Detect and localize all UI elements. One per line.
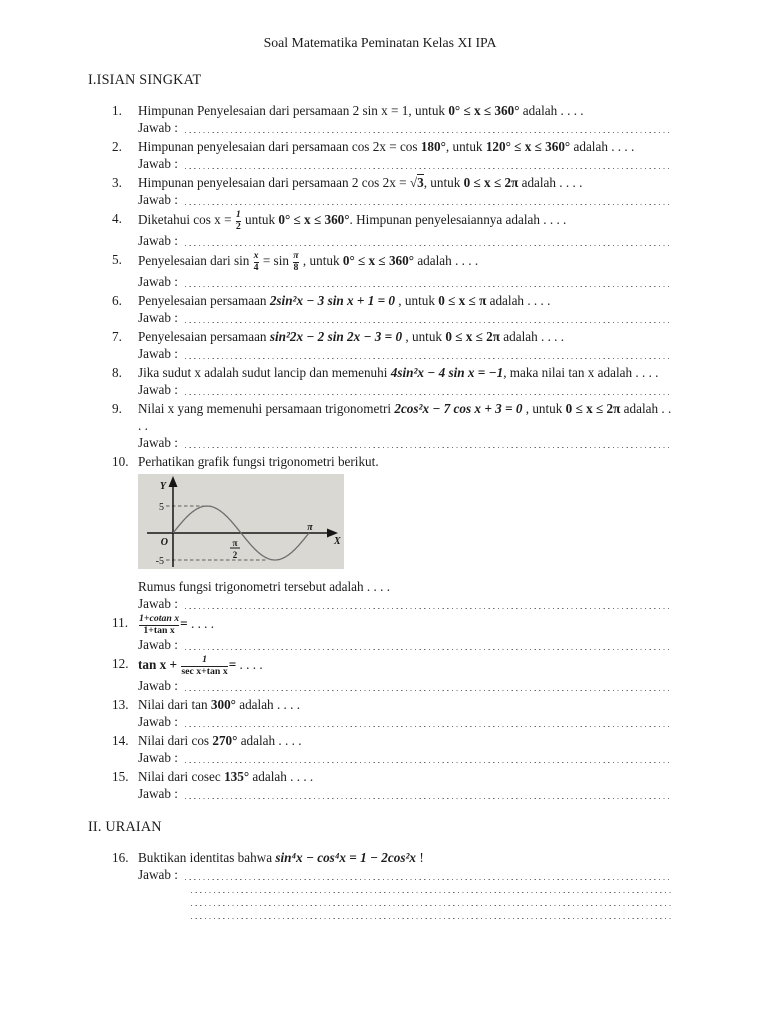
jawab-label: Jawab :	[138, 156, 178, 171]
math-segment: 180°	[420, 139, 446, 154]
jawab-label: Jawab :	[138, 382, 178, 397]
fraction	[138, 614, 180, 636]
question-number: 5.	[112, 252, 122, 267]
answer-dots-line	[185, 789, 672, 802]
answer-dots-line	[185, 870, 672, 883]
fraction-numerator: 1	[235, 209, 241, 220]
question-15	[112, 768, 672, 802]
text-segment: , untuk	[522, 401, 566, 416]
question-text	[138, 655, 672, 677]
text-segment: Penyelesaian dari sin	[138, 253, 253, 269]
fraction	[253, 251, 260, 273]
text-segment: adalah . . . .	[519, 103, 584, 118]
math-segment: 0° ≤ x ≤ 360°	[278, 212, 350, 228]
question-text	[138, 768, 672, 785]
text-segment: Nilai x yang memenuhi persamaan trigonometri	[138, 401, 395, 416]
answer-dots-line	[185, 313, 672, 326]
question-list-uraian	[88, 849, 672, 922]
jawab-label: Jawab :	[138, 786, 178, 801]
question-9	[112, 400, 672, 451]
math-segment: 135°	[224, 769, 250, 784]
question-text	[138, 849, 672, 866]
text-segment: Himpunan penyelesaian dari persamaan 2 cos 2x =	[138, 175, 410, 190]
text-segment: adalah . . . .	[486, 293, 551, 308]
fraction-denominator: 4	[253, 261, 259, 273]
question-body	[138, 174, 672, 208]
jawab-line	[138, 191, 672, 208]
question-number: 10.	[112, 454, 129, 469]
question-number: 15.	[112, 769, 129, 784]
fraction-denominator: 2	[235, 220, 241, 232]
question-body	[138, 364, 672, 398]
square-root: √3	[409, 175, 424, 190]
text-segment: Nilai dari cos	[138, 733, 213, 748]
question-number: 1.	[112, 103, 122, 118]
square-root-argument: 3	[417, 175, 424, 190]
fraction	[292, 251, 299, 273]
fraction-numerator: 1	[202, 654, 207, 665]
question-10	[112, 453, 672, 612]
text-segment: Nilai dari cosec	[138, 769, 225, 784]
text-segment: Nilai dari tan	[138, 697, 211, 712]
question-text	[138, 364, 672, 381]
jawab-label: Jawab :	[138, 274, 178, 289]
text-segment: adalah . . . .	[518, 175, 583, 190]
answer-dots-line	[185, 717, 672, 730]
answer-dots-line	[185, 681, 672, 694]
text-segment: , maka nilai tan x adalah . . . .	[503, 365, 659, 380]
question-text	[138, 696, 672, 713]
fraction-denominator: sec x+tan x	[181, 665, 228, 677]
question-body	[138, 849, 672, 922]
text-segment: . . . .	[239, 657, 263, 673]
question-7	[112, 328, 672, 362]
answer-dots-line	[185, 195, 672, 208]
math-segment: =	[180, 616, 191, 632]
jawab-line	[138, 909, 672, 922]
page-title: Soal Matematika Peminatan Kelas XI IPA	[263, 35, 497, 50]
jawab-label: Jawab :	[138, 120, 178, 135]
text-segment: , untuk	[402, 329, 446, 344]
jawab-line	[138, 232, 672, 249]
question-body	[138, 453, 672, 612]
text-segment: Penyelesaian persamaan	[138, 293, 270, 308]
question-12	[112, 655, 672, 694]
jawab-label: Jawab :	[138, 435, 178, 450]
fraction-numerator: 1+cotan x	[139, 613, 180, 624]
text-segment: Diketahui cos x =	[138, 212, 235, 228]
jawab-line	[138, 345, 672, 362]
fraction-denominator: 1+tan x	[139, 625, 179, 637]
answer-dots-line	[185, 236, 672, 249]
question-text	[138, 138, 672, 155]
question-4	[112, 210, 672, 249]
text-segment: Rumus fungsi trigonometri tersebut adalah . . . .	[138, 579, 390, 594]
math-segment: 2sin²x − 3 sin x + 1 = 0	[269, 293, 395, 308]
question-body	[138, 696, 672, 730]
question-1	[112, 102, 672, 136]
math-segment: sin⁴x − cos⁴x = 1 − 2cos²x	[275, 850, 417, 865]
math-segment: 270°	[212, 733, 238, 748]
question-number: 14.	[112, 733, 129, 748]
question-3	[112, 174, 672, 208]
jawab-line	[138, 273, 672, 290]
jawab-line	[138, 883, 672, 896]
xtick-pi-over-2-den: 2	[232, 550, 238, 560]
text-segment: Penyelesaian persamaan	[138, 329, 270, 344]
jawab-line	[138, 381, 672, 398]
section-2-heading: II. URAIAN	[88, 819, 162, 835]
answer-dots-line	[185, 349, 672, 362]
question-body	[138, 328, 672, 362]
question-number: 4.	[112, 211, 122, 226]
jawab-line	[138, 713, 672, 730]
text-segment: adalah . . . .	[499, 329, 565, 344]
question-body	[138, 768, 672, 802]
answer-dots-line	[191, 909, 672, 922]
text-segment: adalah . . . .	[235, 697, 301, 712]
math-segment: sin²2x − 2 sin 2x − 3 = 0	[269, 329, 403, 344]
jawab-line	[138, 155, 672, 172]
section-1-heading: I.ISIAN SINGKAT	[88, 72, 202, 88]
question-text	[138, 328, 672, 345]
jawab-line	[138, 785, 672, 802]
fraction	[235, 210, 242, 232]
jawab-label: Jawab :	[138, 346, 178, 361]
question-body	[138, 210, 672, 249]
question-number: 16.	[112, 850, 129, 865]
text-segment: , untuk	[395, 293, 439, 308]
question-body	[138, 655, 672, 694]
jawab-line	[138, 749, 672, 766]
question-text	[138, 453, 672, 470]
question-text	[138, 732, 672, 749]
math-segment: tan x +	[138, 657, 181, 673]
fraction	[180, 655, 228, 677]
question-body	[138, 102, 672, 136]
math-segment: 0 ≤ x ≤ 2π	[463, 175, 519, 190]
text-segment: . Himpunan penyelesaiannya adalah . . . .	[349, 212, 567, 228]
jawab-label: Jawab :	[138, 678, 178, 693]
question-2	[112, 138, 672, 172]
jawab-line	[138, 677, 672, 694]
y-axis-label: Y	[159, 481, 166, 492]
question-text	[138, 292, 672, 309]
text-segment: . . . .	[190, 616, 215, 632]
text-segment: untuk	[241, 212, 279, 228]
jawab-line	[138, 595, 672, 612]
question-number: 8.	[112, 365, 122, 380]
question-number: 3.	[112, 175, 122, 190]
text-segment: !	[416, 850, 424, 865]
question-13	[112, 696, 672, 730]
question-text	[138, 102, 672, 119]
question-list-isian-singkat	[88, 102, 672, 802]
jawab-label: Jawab :	[138, 750, 178, 765]
ytick-neg5: -5	[155, 556, 164, 567]
question-8	[112, 364, 672, 398]
math-segment: 4sin²x − 4 sin x = −1	[390, 365, 504, 380]
question-body	[138, 292, 672, 326]
question-14	[112, 732, 672, 766]
ytick-5: 5	[159, 502, 164, 513]
math-segment: 0° ≤ x ≤ 360°	[342, 253, 415, 269]
question-5	[112, 251, 672, 290]
question-number: 11.	[112, 615, 128, 630]
answer-dots-line	[185, 159, 672, 172]
answer-dots-line	[185, 438, 672, 451]
jawab-label: Jawab :	[138, 596, 178, 611]
fraction-numerator: x	[253, 250, 259, 261]
question-number: 2.	[112, 139, 122, 154]
text-segment: Himpunan Penyelesaian dari persamaan 2 sin x = 1, untuk	[138, 103, 449, 118]
xtick-pi-over-2-num: π	[232, 538, 238, 548]
question-11	[112, 614, 672, 653]
math-segment: 300°	[210, 697, 236, 712]
jawab-line	[138, 636, 672, 653]
answer-dots-line	[185, 640, 672, 653]
math-segment: 0° ≤ x ≤ 360°	[448, 103, 520, 118]
question-text	[138, 400, 672, 434]
fraction-numerator: π	[293, 250, 299, 261]
text-segment: adalah . . . .	[414, 253, 479, 269]
graph-background	[138, 474, 344, 569]
question-number: 13.	[112, 697, 129, 712]
answer-dots-line	[185, 123, 672, 136]
text-segment: adalah . . . .	[570, 139, 635, 154]
text-segment: = sin	[259, 253, 293, 269]
origin-label: O	[160, 537, 168, 548]
xtick-pi: π	[307, 522, 313, 533]
question-body	[138, 732, 672, 766]
text-segment: , untuk	[445, 139, 486, 154]
question-body	[138, 614, 672, 653]
text-segment: Buktikan identitas bahwa	[138, 850, 276, 865]
text-segment: Himpunan penyelesaian dari persamaan cos 2x = cos	[138, 139, 421, 154]
question-number: 9.	[112, 401, 122, 416]
trig-graph-image	[138, 474, 344, 569]
question-6	[112, 292, 672, 326]
math-segment: =	[228, 657, 240, 673]
question-post-text	[138, 578, 672, 595]
jawab-line	[138, 866, 672, 883]
answer-dots-line	[185, 385, 672, 398]
answer-dots-line	[185, 277, 672, 290]
question-text	[138, 251, 672, 273]
x-axis-label: X	[334, 536, 341, 547]
question-text	[138, 210, 672, 232]
math-segment: 0 ≤ x ≤ π	[438, 293, 487, 308]
math-segment: 2cos²x − 7 cos x + 3 = 0	[394, 401, 523, 416]
jawab-line	[138, 309, 672, 326]
text-segment: Perhatikan grafik fungsi trigonometri berikut.	[138, 454, 379, 469]
question-body	[138, 251, 672, 290]
question-text	[138, 614, 672, 636]
jawab-line	[138, 119, 672, 136]
question-number: 12.	[112, 656, 129, 671]
question-number: 7.	[112, 329, 122, 344]
jawab-line	[138, 896, 672, 909]
text-segment: adalah . . . .	[138, 401, 672, 433]
math-segment: 0 ≤ x ≤ 2π	[565, 401, 621, 416]
text-segment: , untuk	[423, 175, 464, 190]
trig-graph-figure	[138, 474, 672, 569]
jawab-label: Jawab :	[138, 637, 178, 652]
jawab-label: Jawab :	[138, 192, 178, 207]
text-segment: Jika sudut x adalah sudut lancip dan memenuhi	[138, 365, 391, 380]
jawab-line	[138, 434, 672, 451]
question-number: 6.	[112, 293, 122, 308]
answer-dots-line	[191, 883, 672, 896]
jawab-label: Jawab :	[138, 714, 178, 729]
question-body	[138, 138, 672, 172]
jawab-label: Jawab :	[138, 233, 178, 248]
fraction-denominator: 8	[293, 261, 299, 273]
math-segment: 120° ≤ x ≤ 360°	[485, 139, 571, 154]
answer-dots-line	[185, 753, 672, 766]
question-text	[138, 174, 672, 191]
answer-dots-line	[185, 599, 672, 612]
question-16	[112, 849, 672, 922]
answer-dots-line	[191, 896, 672, 909]
jawab-label: Jawab :	[138, 867, 178, 882]
math-segment: 0 ≤ x ≤ 2π	[445, 329, 500, 344]
question-body	[138, 400, 672, 451]
jawab-label: Jawab :	[138, 310, 178, 325]
text-segment: adalah . . . .	[237, 733, 302, 748]
text-segment: , untuk	[299, 253, 343, 269]
text-segment: adalah . . . .	[249, 769, 314, 784]
